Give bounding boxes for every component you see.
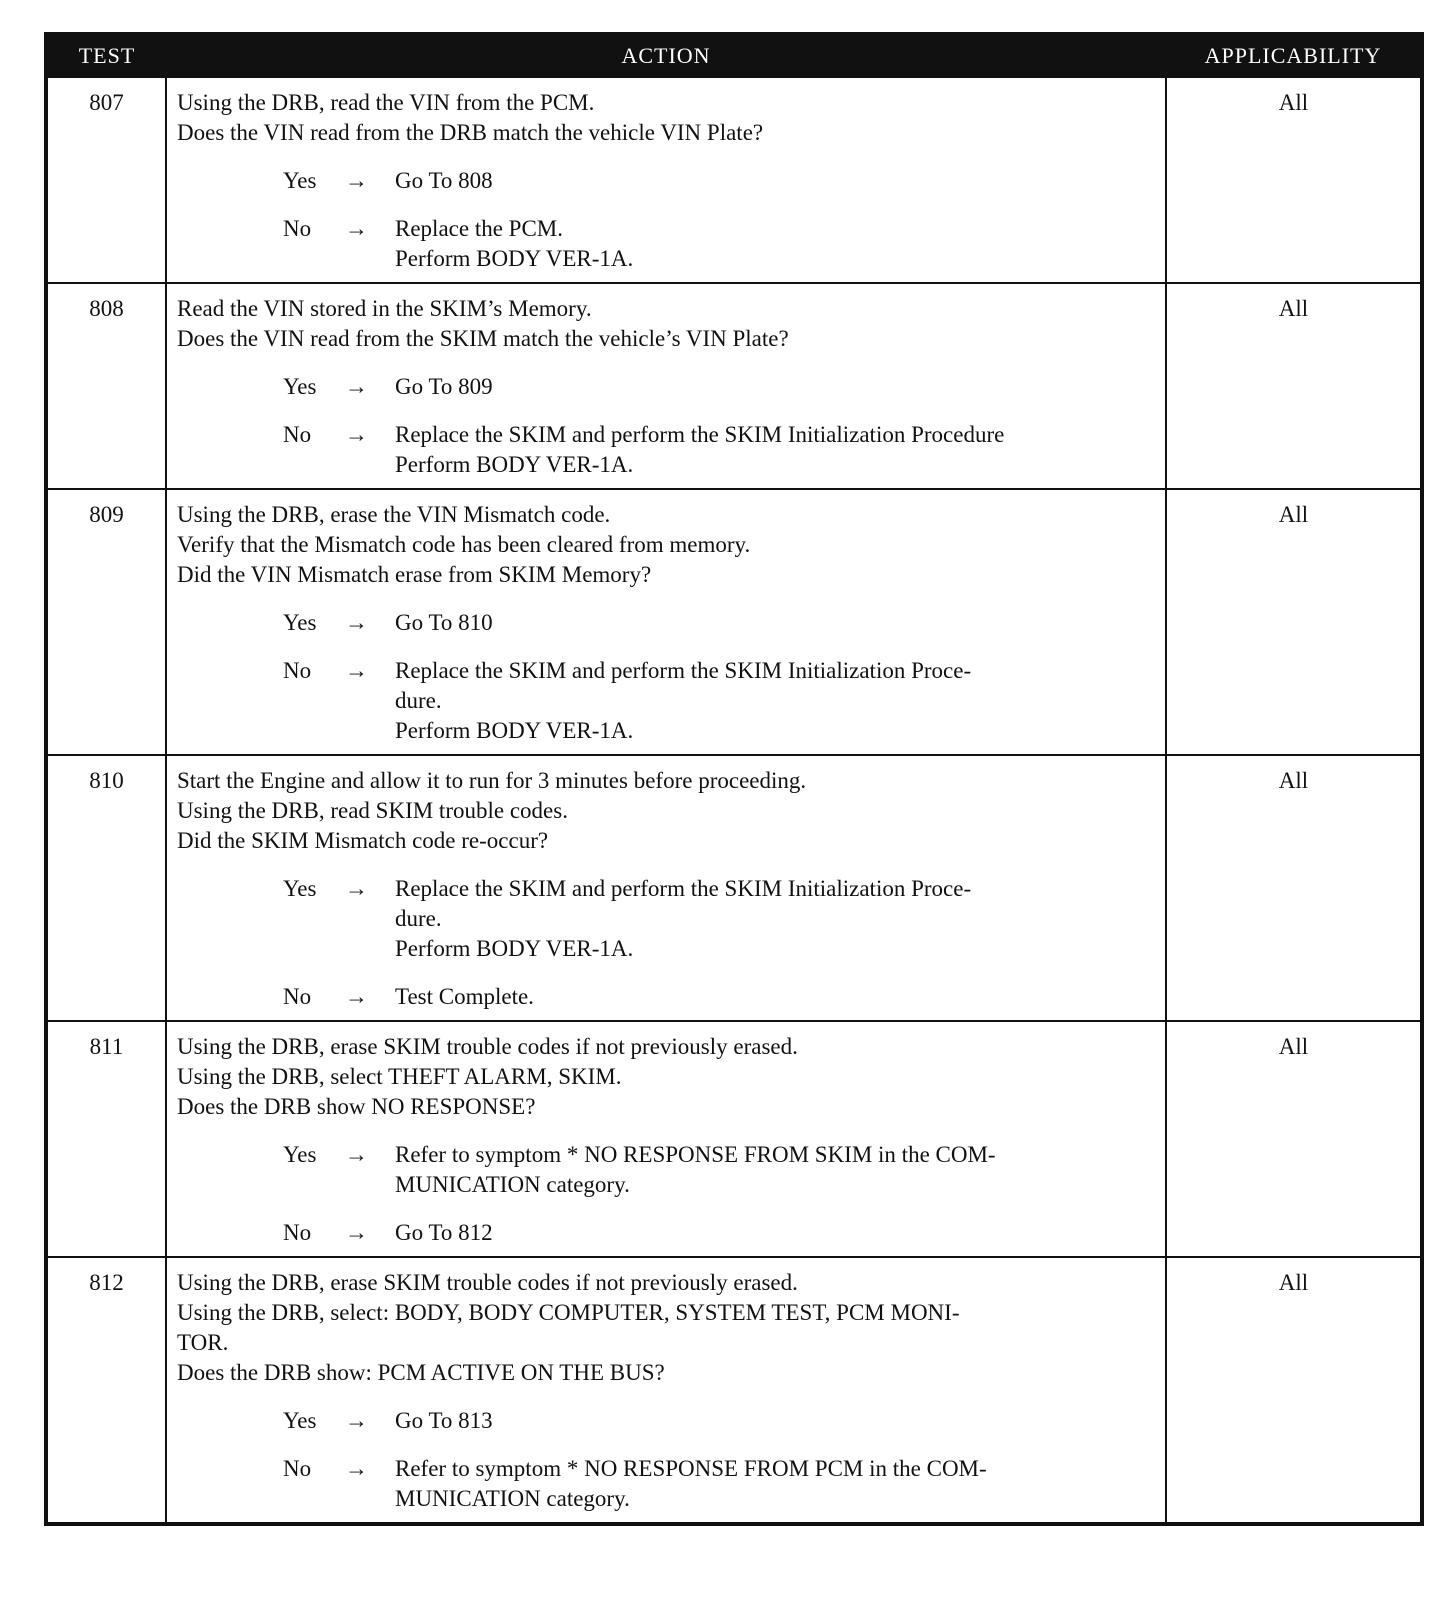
action-step: Did the VIN Mismatch erase from SKIM Memory? — [177, 562, 652, 587]
diagnostic-procedure-sheet — [44, 32, 1420, 1526]
answer-branch — [177, 1140, 1157, 1200]
right-arrow-icon: → — [345, 876, 368, 901]
action-step: Using the DRB, select THEFT ALARM, SKIM. — [177, 1064, 622, 1089]
action-step: Did the SKIM Mismatch code re-occur? — [177, 828, 549, 853]
answer-label: No — [283, 984, 312, 1009]
action-step: Does the VIN read from the DRB match the vehicle VIN Plate? — [177, 120, 764, 145]
result-line: Test Complete. — [395, 984, 534, 1009]
result-line: Go To 812 — [395, 1220, 493, 1245]
answer-label: Yes — [283, 610, 317, 635]
answer-branch — [177, 420, 1157, 480]
table-row — [46, 1257, 1422, 1524]
header-test: TEST — [46, 34, 166, 77]
action-step: Using the DRB, erase the VIN Mismatch code. — [177, 502, 611, 527]
header-applicability: APPLICABILITY — [1166, 34, 1422, 77]
result-line: Go To 809 — [395, 374, 493, 399]
branch-result — [395, 372, 1157, 402]
action-step: Using the DRB, select: BODY, BODY COMPUTER, SYSTEM TEST, PCM MONI- — [177, 1300, 960, 1325]
right-arrow-icon: → — [345, 374, 368, 399]
branch-result — [395, 1454, 1157, 1514]
result-line: dure. — [395, 906, 442, 931]
table-header-row — [46, 34, 1422, 77]
result-line: Replace the SKIM and perform the SKIM Initialization Procedure — [395, 422, 1005, 447]
action-step: Does the DRB show: PCM ACTIVE ON THE BUS? — [177, 1360, 665, 1385]
answer-label: Yes — [283, 1142, 317, 1167]
right-arrow-icon: → — [345, 1408, 368, 1433]
test-number: 809 — [46, 489, 166, 755]
result-line: Go To 813 — [395, 1408, 493, 1433]
answer-branch — [177, 166, 1157, 196]
action-cell — [166, 489, 1166, 755]
answer-branch — [177, 372, 1157, 402]
answer-label: No — [283, 658, 312, 683]
applicability-value: All — [1166, 755, 1422, 1021]
right-arrow-icon: → — [345, 658, 368, 683]
test-number: 808 — [46, 283, 166, 489]
result-line: Replace the SKIM and perform the SKIM Initialization Proce- — [395, 876, 972, 901]
applicability-value: All — [1166, 489, 1422, 755]
table-body — [46, 77, 1422, 1524]
header-action: ACTION — [166, 34, 1166, 77]
applicability-value: All — [1166, 1257, 1422, 1524]
branch-result — [395, 214, 1157, 274]
action-cell — [166, 755, 1166, 1021]
test-number: 810 — [46, 755, 166, 1021]
branch-result — [395, 874, 1157, 964]
answer-label: No — [283, 1220, 312, 1245]
result-line: Go To 810 — [395, 610, 493, 635]
result-line: MUNICATION category. — [395, 1172, 630, 1197]
action-step: Start the Engine and allow it to run for 3 minutes before proceeding. — [177, 768, 807, 793]
action-step: Verify that the Mismatch code has been cleared from memory. — [177, 532, 751, 557]
test-number: 811 — [46, 1021, 166, 1257]
branch-result — [395, 420, 1157, 480]
result-line: Perform BODY VER-1A. — [395, 718, 634, 743]
action-step: Does the DRB show NO RESPONSE? — [177, 1094, 536, 1119]
action-step: Using the DRB, read the VIN from the PCM. — [177, 90, 595, 115]
action-step: Using the DRB, erase SKIM trouble codes if not previously erased. — [177, 1270, 798, 1295]
right-arrow-icon: → — [345, 1220, 368, 1245]
applicability-value: All — [1166, 283, 1422, 489]
answer-label: Yes — [283, 374, 317, 399]
branch-result — [395, 1406, 1157, 1436]
answer-label: Yes — [283, 1408, 317, 1433]
action-cell — [166, 1021, 1166, 1257]
branch-result — [395, 656, 1157, 746]
right-arrow-icon: → — [345, 610, 368, 635]
result-line: Replace the SKIM and perform the SKIM Initialization Proce- — [395, 658, 972, 683]
answer-label: Yes — [283, 168, 317, 193]
table-row — [46, 283, 1422, 489]
answer-branch — [177, 214, 1157, 274]
result-line: Replace the PCM. — [395, 216, 563, 241]
diagnostic-test-table — [44, 32, 1424, 1526]
table-row — [46, 77, 1422, 283]
result-line: Perform BODY VER-1A. — [395, 452, 634, 477]
branch-result — [395, 1140, 1157, 1200]
table-row — [46, 755, 1422, 1021]
right-arrow-icon: → — [345, 216, 368, 241]
answer-branch — [177, 1454, 1157, 1514]
answer-branch — [177, 656, 1157, 746]
right-arrow-icon: → — [345, 984, 368, 1009]
test-number: 807 — [46, 77, 166, 283]
branch-result — [395, 982, 1157, 1012]
answer-label: No — [283, 422, 312, 447]
right-arrow-icon: → — [345, 422, 368, 447]
right-arrow-icon: → — [345, 1142, 368, 1167]
answer-branch — [177, 1406, 1157, 1436]
action-cell — [166, 77, 1166, 283]
result-line: Go To 808 — [395, 168, 493, 193]
result-line: Refer to symptom * NO RESPONSE FROM SKIM in the COM- — [395, 1142, 996, 1167]
applicability-value: All — [1166, 1021, 1422, 1257]
branch-result — [395, 608, 1157, 638]
action-step: TOR. — [177, 1330, 229, 1355]
result-line: Refer to symptom * NO RESPONSE FROM PCM in the COM- — [395, 1456, 987, 1481]
answer-label: Yes — [283, 876, 317, 901]
action-step: Using the DRB, erase SKIM trouble codes if not previously erased. — [177, 1034, 798, 1059]
branch-result — [395, 166, 1157, 196]
action-step: Using the DRB, read SKIM trouble codes. — [177, 798, 568, 823]
result-line: MUNICATION category. — [395, 1486, 630, 1511]
right-arrow-icon: → — [345, 1456, 368, 1481]
result-line: Perform BODY VER-1A. — [395, 936, 634, 961]
result-line: Perform BODY VER-1A. — [395, 246, 634, 271]
test-number: 812 — [46, 1257, 166, 1524]
applicability-value: All — [1166, 77, 1422, 283]
answer-label: No — [283, 216, 312, 241]
table-row — [46, 489, 1422, 755]
answer-branch — [177, 874, 1157, 964]
answer-branch — [177, 1218, 1157, 1248]
answer-branch — [177, 608, 1157, 638]
right-arrow-icon: → — [345, 168, 368, 193]
answer-label: No — [283, 1456, 312, 1481]
table-row — [46, 1021, 1422, 1257]
action-cell — [166, 1257, 1166, 1524]
action-cell — [166, 283, 1166, 489]
action-step: Does the VIN read from the SKIM match the vehicle’s VIN Plate? — [177, 326, 789, 351]
branch-result — [395, 1218, 1157, 1248]
action-step: Read the VIN stored in the SKIM’s Memory. — [177, 296, 592, 321]
answer-branch — [177, 982, 1157, 1012]
result-line: dure. — [395, 688, 442, 713]
